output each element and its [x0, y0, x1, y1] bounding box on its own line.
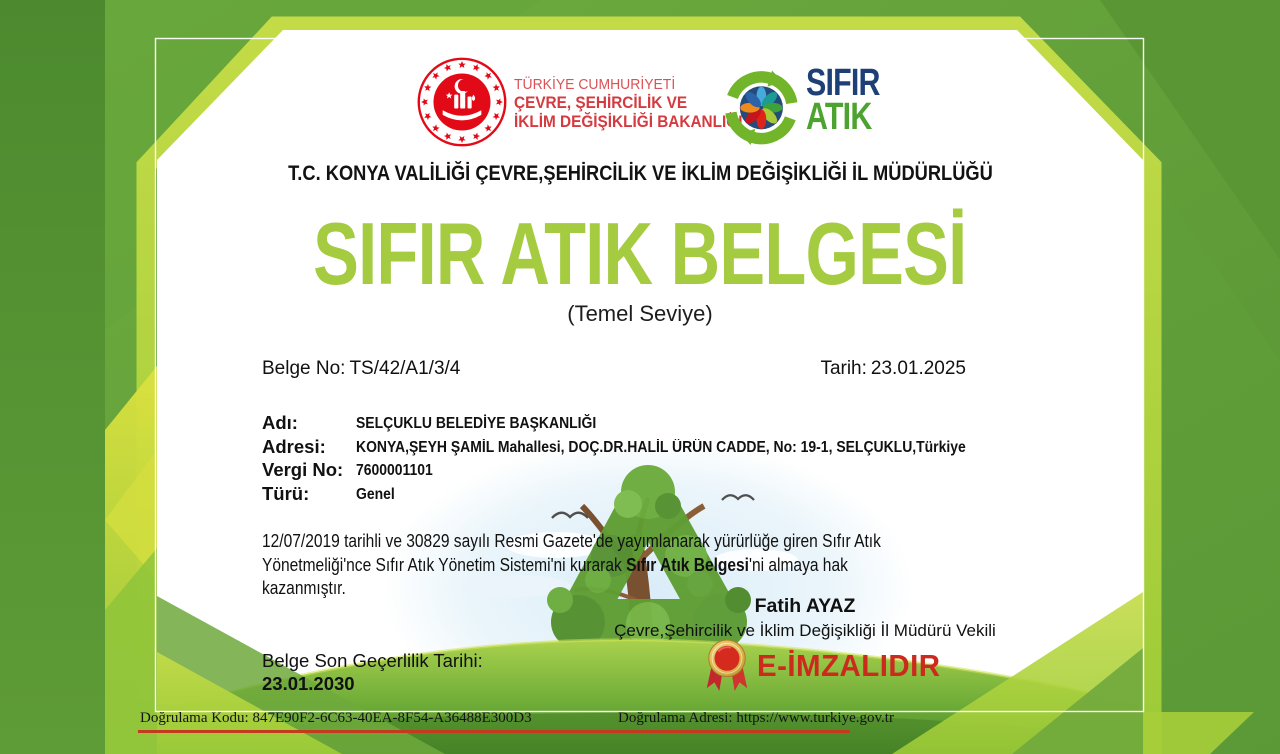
field-name: Adı: SELÇUKLU BELEDİYE BAŞKANLIĞI — [262, 412, 597, 433]
issue-date-label: Tarih: — [820, 358, 867, 379]
verification-address — [618, 710, 894, 727]
verification-address-url[interactable]: https://www.turkiye.gov.tr — [736, 710, 894, 726]
zero-waste-word1: SIFIR — [806, 62, 880, 104]
e-signature-label: E-İMZALIDIR — [757, 648, 941, 683]
zero-waste-wordmark — [806, 62, 880, 139]
ministry-line1: TÜRKİYE CUMHURİYETİ — [514, 76, 676, 93]
ministry-line2: ÇEVRE, ŞEHİRCİLİK VE — [514, 93, 688, 112]
ministry-emblem-icon — [416, 56, 508, 148]
certificate-title: SIFIR ATIK BELGESİ — [313, 204, 967, 303]
issue-date-value: 23.01.2025 — [870, 358, 966, 379]
validity-label: Belge Son Geçerlilik Tarihi: — [262, 650, 483, 671]
zero-waste-word2: ATIK — [806, 96, 872, 139]
statement-bold-phrase: Sıfır Atık Belgesi — [626, 553, 750, 575]
signature-block — [560, 595, 1050, 641]
field-tax-number: Vergi No: 7600001101 — [262, 459, 433, 480]
zero-waste-logo-icon — [720, 62, 808, 150]
certificate-statement: 12/07/2019 tarihli ve 30829 sayılı Resmi Gazete'de yayımlanarak yürürlüğe giren Sıfır Atık Yönetmeliği'nce Sıfır Atık Yönetim Sistemi'ni kurarak Sıfır Atık Belgesi'ni almaya hak kazanmıştır. — [262, 530, 881, 599]
field-address: Adresi: KONYA,ŞEYH ŞAMİL Mahallesi, DOÇ.DR.HALİL ÜRÜN CADDE, No: 19-1, SELÇUKLU,Türkiye — [262, 435, 966, 457]
document-number — [262, 358, 464, 380]
issue-date — [820, 358, 970, 380]
document-number-value: TS/42/A1/3/4 — [349, 358, 461, 379]
verification-code-label: Doğrulama Kodu: — [140, 710, 249, 726]
ministry-wordmark — [514, 76, 742, 133]
verification-code — [140, 710, 532, 727]
verification-code-value: 847E90F2-6C63-40EA-8F54-A36488E300D3 — [252, 710, 532, 726]
certificate-meta-row — [262, 358, 970, 380]
verification-address-label: Doğrulama Adresi: — [618, 710, 733, 726]
certificate-level: (Temel Seviye) — [567, 301, 713, 326]
signer-role: Çevre,Şehircilik ve İklim Değişikliği İl Müdürü Vekili — [614, 621, 996, 640]
signer-name: Fatih AYAZ — [754, 595, 856, 617]
medal-icon — [702, 637, 752, 695]
ministry-line3: İKLİM DEĞİŞİKLİĞİ BAKANLIĞI — [514, 113, 743, 132]
validity-block — [262, 649, 483, 695]
footer-divider-line — [138, 730, 850, 733]
issuing-authority-title: T.C. KONYA VALİLİĞİ ÇEVRE,ŞEHİRCİLİK VE İKLİM DEĞİŞİKLİĞİ İL MÜDÜRLÜĞÜ — [287, 161, 993, 185]
e-signature-badge — [702, 637, 950, 695]
field-type: Türü: Genel — [262, 482, 395, 504]
validity-date: 23.01.2030 — [262, 673, 355, 695]
document-number-label: Belge No: — [262, 358, 346, 379]
holder-fields — [262, 412, 1034, 506]
